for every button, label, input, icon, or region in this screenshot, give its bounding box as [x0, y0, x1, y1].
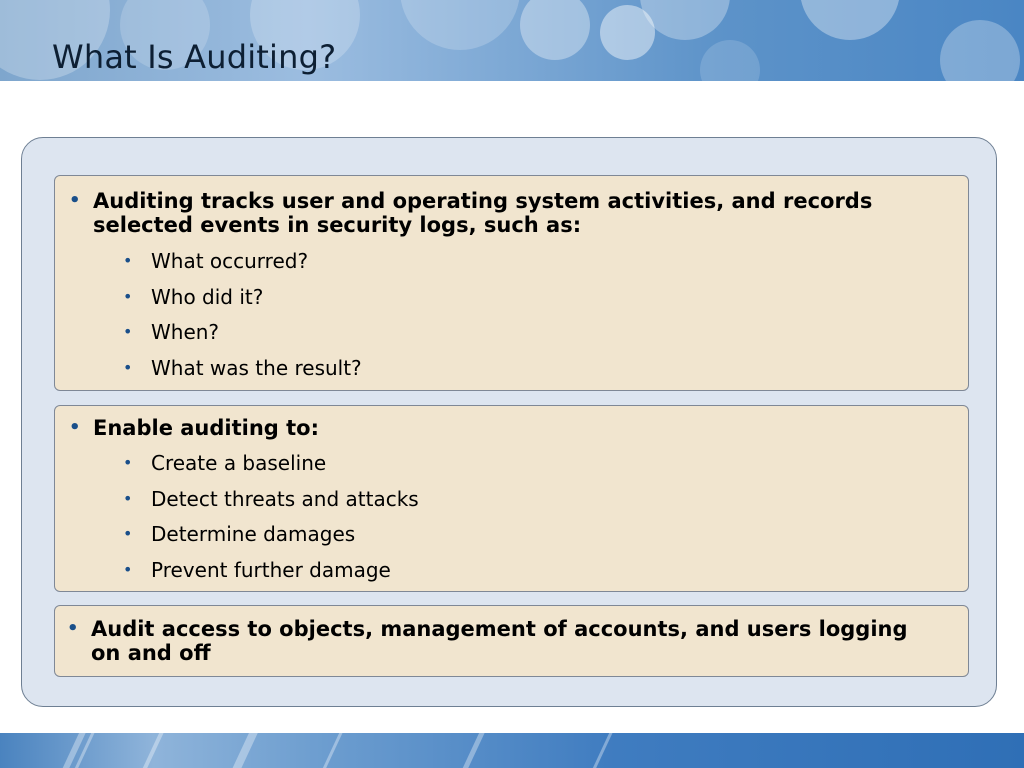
header-bubble — [400, 0, 520, 50]
list-item — [123, 284, 362, 321]
bullet-icon: • — [123, 286, 133, 306]
footer-streak — [317, 733, 345, 768]
bullet-icon: • — [123, 524, 133, 543]
list-item-text: What was the result? — [151, 355, 362, 380]
header-bubble — [700, 40, 760, 81]
sub-list — [123, 451, 419, 593]
header-bubble — [940, 20, 1020, 81]
list-item-text: Who did it? — [151, 284, 264, 309]
section-box-auditing-definition — [54, 175, 969, 391]
list-item — [123, 522, 419, 558]
slide-title: What Is Auditing? — [52, 38, 337, 76]
list-item-text: When? — [151, 320, 220, 344]
lead-text: Enable auditing to: — [93, 416, 319, 440]
section-box-audit-access — [54, 605, 969, 677]
list-item — [123, 355, 362, 392]
header-bubble — [800, 0, 900, 40]
footer-streak — [587, 733, 615, 768]
list-item-text: Prevent further damage — [151, 557, 391, 582]
bullet-icon: • — [67, 618, 79, 639]
list-item — [123, 320, 362, 356]
bullet-icon: • — [123, 357, 133, 377]
footer-decorative-band — [0, 733, 1024, 768]
list-item-text: What occurred? — [151, 249, 309, 273]
list-item — [123, 249, 362, 285]
sub-list — [123, 249, 362, 391]
bullet-icon: • — [123, 559, 133, 579]
footer-streak — [458, 733, 488, 768]
bullet-icon: • — [69, 190, 81, 211]
bullet-icon: • — [123, 251, 133, 270]
footer-streak — [138, 733, 167, 768]
bullet-icon: • — [123, 453, 133, 472]
lead-text: Audit access to objects, management of accounts, and users logging on and off — [91, 617, 908, 665]
bullet-icon: • — [123, 322, 133, 341]
lead-text: Auditing tracks user and operating system activities, and records selected events in security logs, such as: — [93, 189, 873, 237]
list-item-text: Create a baseline — [151, 451, 327, 475]
header-bubble — [520, 0, 590, 60]
footer-streak — [228, 733, 261, 768]
section-lead — [69, 416, 944, 440]
bullet-icon: • — [123, 488, 133, 508]
section-lead — [67, 617, 944, 665]
list-item-text: Detect threats and attacks — [151, 486, 419, 511]
list-item-text: Determine damages — [151, 522, 356, 546]
section-box-enable-auditing — [54, 405, 969, 592]
list-item — [123, 486, 419, 523]
bullet-icon: • — [69, 417, 81, 438]
list-item — [123, 557, 419, 594]
section-lead — [69, 189, 944, 237]
list-item — [123, 451, 419, 487]
